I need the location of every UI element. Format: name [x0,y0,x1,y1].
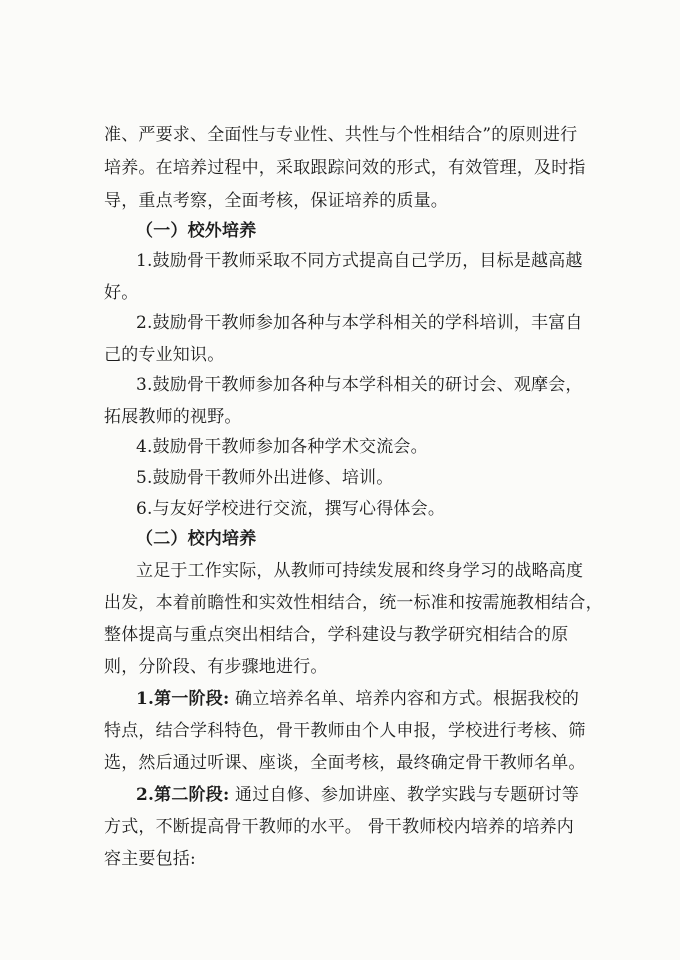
paragraph-line: 特点，结合学科特色，骨干教师由个人申报，学校进行考核、筛 [104,721,586,741]
paragraph-line: 方式，不断提高骨干教师的水平。 骨干教师校内培养的培养内 [104,817,575,837]
list-item-continuation: 己的专业知识。 [104,345,225,365]
paragraph-line: 整体提高与重点突出相结合，学科建设与教学研究相结合的原 [104,625,569,645]
list-item-continuation: 好。 [104,283,139,303]
list-item: 6.与友好学校进行交流，撰写心得体会。 [136,499,446,519]
section-heading-external: （一）校外培养 [136,221,257,241]
stage-two-text: 通过自修、参加讲座、教学实践与专题研讨等 [229,785,580,805]
list-item-continuation: 拓展教师的视野。 [104,407,242,427]
intro-line: 导，重点考察，全面考核，保证培养的质量。 [104,191,448,211]
list-item: 2.鼓励骨干教师参加各种与本学科相关的学科培训，丰富自 [136,313,583,333]
paragraph-line: 立足于工作实际，从教师可持续发展和终身学习的战略高度 [136,561,584,581]
stage-two-line [136,784,579,806]
intro-line: 培养。在培养过程中，采取跟踪问效的形式，有效管理，及时指 [104,158,586,178]
stage-one-label: 1.第一阶段: [136,689,230,709]
paragraph-line: 选，然后通过听课、座谈，全面考核，最终确定骨干教师名单。 [104,753,586,773]
paragraph-line: 出发，本着前瞻性和实效性相结合，统一标准和按需施教相结合， [104,593,603,613]
paragraph-line: 容主要包括: [104,849,196,869]
stage-two-label: 2.第二阶段: [136,785,230,805]
stage-one-line [136,688,579,710]
stage-one-text: 确立培养名单、培养内容和方式。根据我校的 [229,689,580,709]
list-item: 5.鼓励骨干教师外出进修、培训。 [136,468,394,488]
section-heading-internal: （二）校内培养 [136,529,257,549]
intro-line: 准、严要求、全面性与专业性、共性与个性相结合”的原则进行 [104,125,578,145]
list-item: 3.鼓励骨干教师参加各种与本学科相关的研讨会、观摩会， [136,375,583,395]
list-item: 1.鼓励骨干教师采取不同方式提高自己学历，目标是越高越 [136,251,583,271]
list-item: 4.鼓励骨干教师参加各种学术交流会。 [136,437,428,457]
paragraph-line: 则，分阶段、有步骤地进行。 [104,657,328,677]
